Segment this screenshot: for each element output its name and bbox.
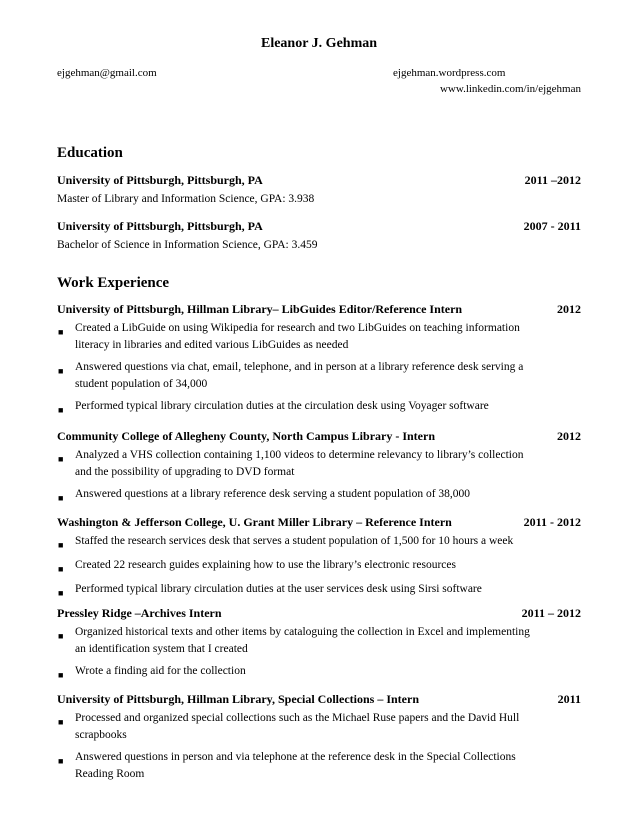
job-bullet-line: Answered questions at a library reference desk serving a student population of 38,000 [75,488,471,500]
job-bullet-line: Performed typical library circulation duties at the circulation desk using Voyager software [75,400,489,412]
square-bullet-icon: ■ [58,405,64,415]
square-bullet-icon: ■ [58,717,64,727]
job-title: University of Pittsburgh, Hillman Library, Special Collections – Intern [57,692,419,706]
job-bullet-line: Reading Room [75,768,145,780]
job-dates: 2012 [557,302,581,316]
square-bullet-icon: ■ [58,670,64,680]
job-bullet-line: Staffed the research services desk that serves a student population of 1,500 for 10 hours a week [75,535,514,547]
job-bullet-line: Performed typical library circulation duties at the user services desk using Sirsi software [75,583,482,595]
job-bullet-line: Analyzed a VHS collection containing 1,100 videos to determine relevancy to library’s collection [75,449,524,461]
job-dates: 2012 [557,429,581,443]
job-bullet-line: Organized historical texts and other items by cataloguing the collection in Excel and implementing [75,626,530,638]
job-bullet-line: literacy in libraries and edited various LibGuides as needed [75,339,349,351]
job-bullet-line: Created 22 research guides explaining how to use the library’s electronic resources [75,559,456,571]
job-title: Washington & Jefferson College, U. Grant Miller Library – Reference Intern [57,515,452,529]
job-bullet-line: Created a LibGuide on using Wikipedia for research and two LibGuides on teaching information [75,322,520,334]
contact-email[interactable]: ejgehman@gmail.com [57,67,157,79]
square-bullet-icon: ■ [58,564,64,574]
job-title: University of Pittsburgh, Hillman Library– LibGuides Editor/Reference Intern [57,302,463,316]
education-school: University of Pittsburgh, Pittsburgh, PA [57,219,263,233]
contact-linkedin[interactable]: www.linkedin.com/in/ejgehman [439,83,581,95]
job-bullet-line: Answered questions via chat, email, telephone, and in person at a library reference desk serving a [75,361,524,373]
square-bullet-icon: ■ [58,540,64,550]
education-school: University of Pittsburgh, Pittsburgh, PA [57,173,263,187]
square-bullet-icon: ■ [58,327,64,337]
resume-name: Eleanor J. Gehman [260,36,378,51]
job-bullet-line: student population of 34,000 [75,378,208,390]
square-bullet-icon: ■ [58,454,64,464]
square-bullet-icon: ■ [58,493,64,503]
job-bullet-line: Processed and organized special collections such as the Michael Ruse papers and the David Hull [75,712,520,724]
square-bullet-icon: ■ [58,756,64,766]
section-title-education: Education [57,145,123,161]
square-bullet-icon: ■ [58,366,64,376]
job-dates: 2011 – 2012 [521,606,581,620]
job-bullet-line: an identification system that I created [75,643,248,655]
job-title: Community College of Allegheny County, North Campus Library - Intern [57,429,436,443]
education-dates: 2007 - 2011 [523,219,581,233]
section-title-work: Work Experience [57,275,170,291]
job-dates: 2011 [557,692,581,706]
education-degree: Master of Library and Information Science, GPA: 3.938 [57,193,315,205]
square-bullet-icon: ■ [58,631,64,641]
job-title: Pressley Ridge –Archives Intern [57,606,222,620]
job-dates: 2011 - 2012 [523,515,581,529]
education-dates: 2011 –2012 [524,173,581,187]
education-degree: Bachelor of Science in Information Science, GPA: 3.459 [57,239,318,251]
job-bullet-line: Answered questions in person and via telephone at the reference desk in the Special Collections [75,751,516,763]
contact-website[interactable]: ejgehman.wordpress.com [393,67,506,79]
job-bullet-line: Wrote a finding aid for the collection [75,665,246,677]
job-bullet-line: and the possibility of upgrading to DVD format [75,466,295,478]
job-bullet-line: scrapbooks [75,729,127,741]
square-bullet-icon: ■ [58,588,64,598]
